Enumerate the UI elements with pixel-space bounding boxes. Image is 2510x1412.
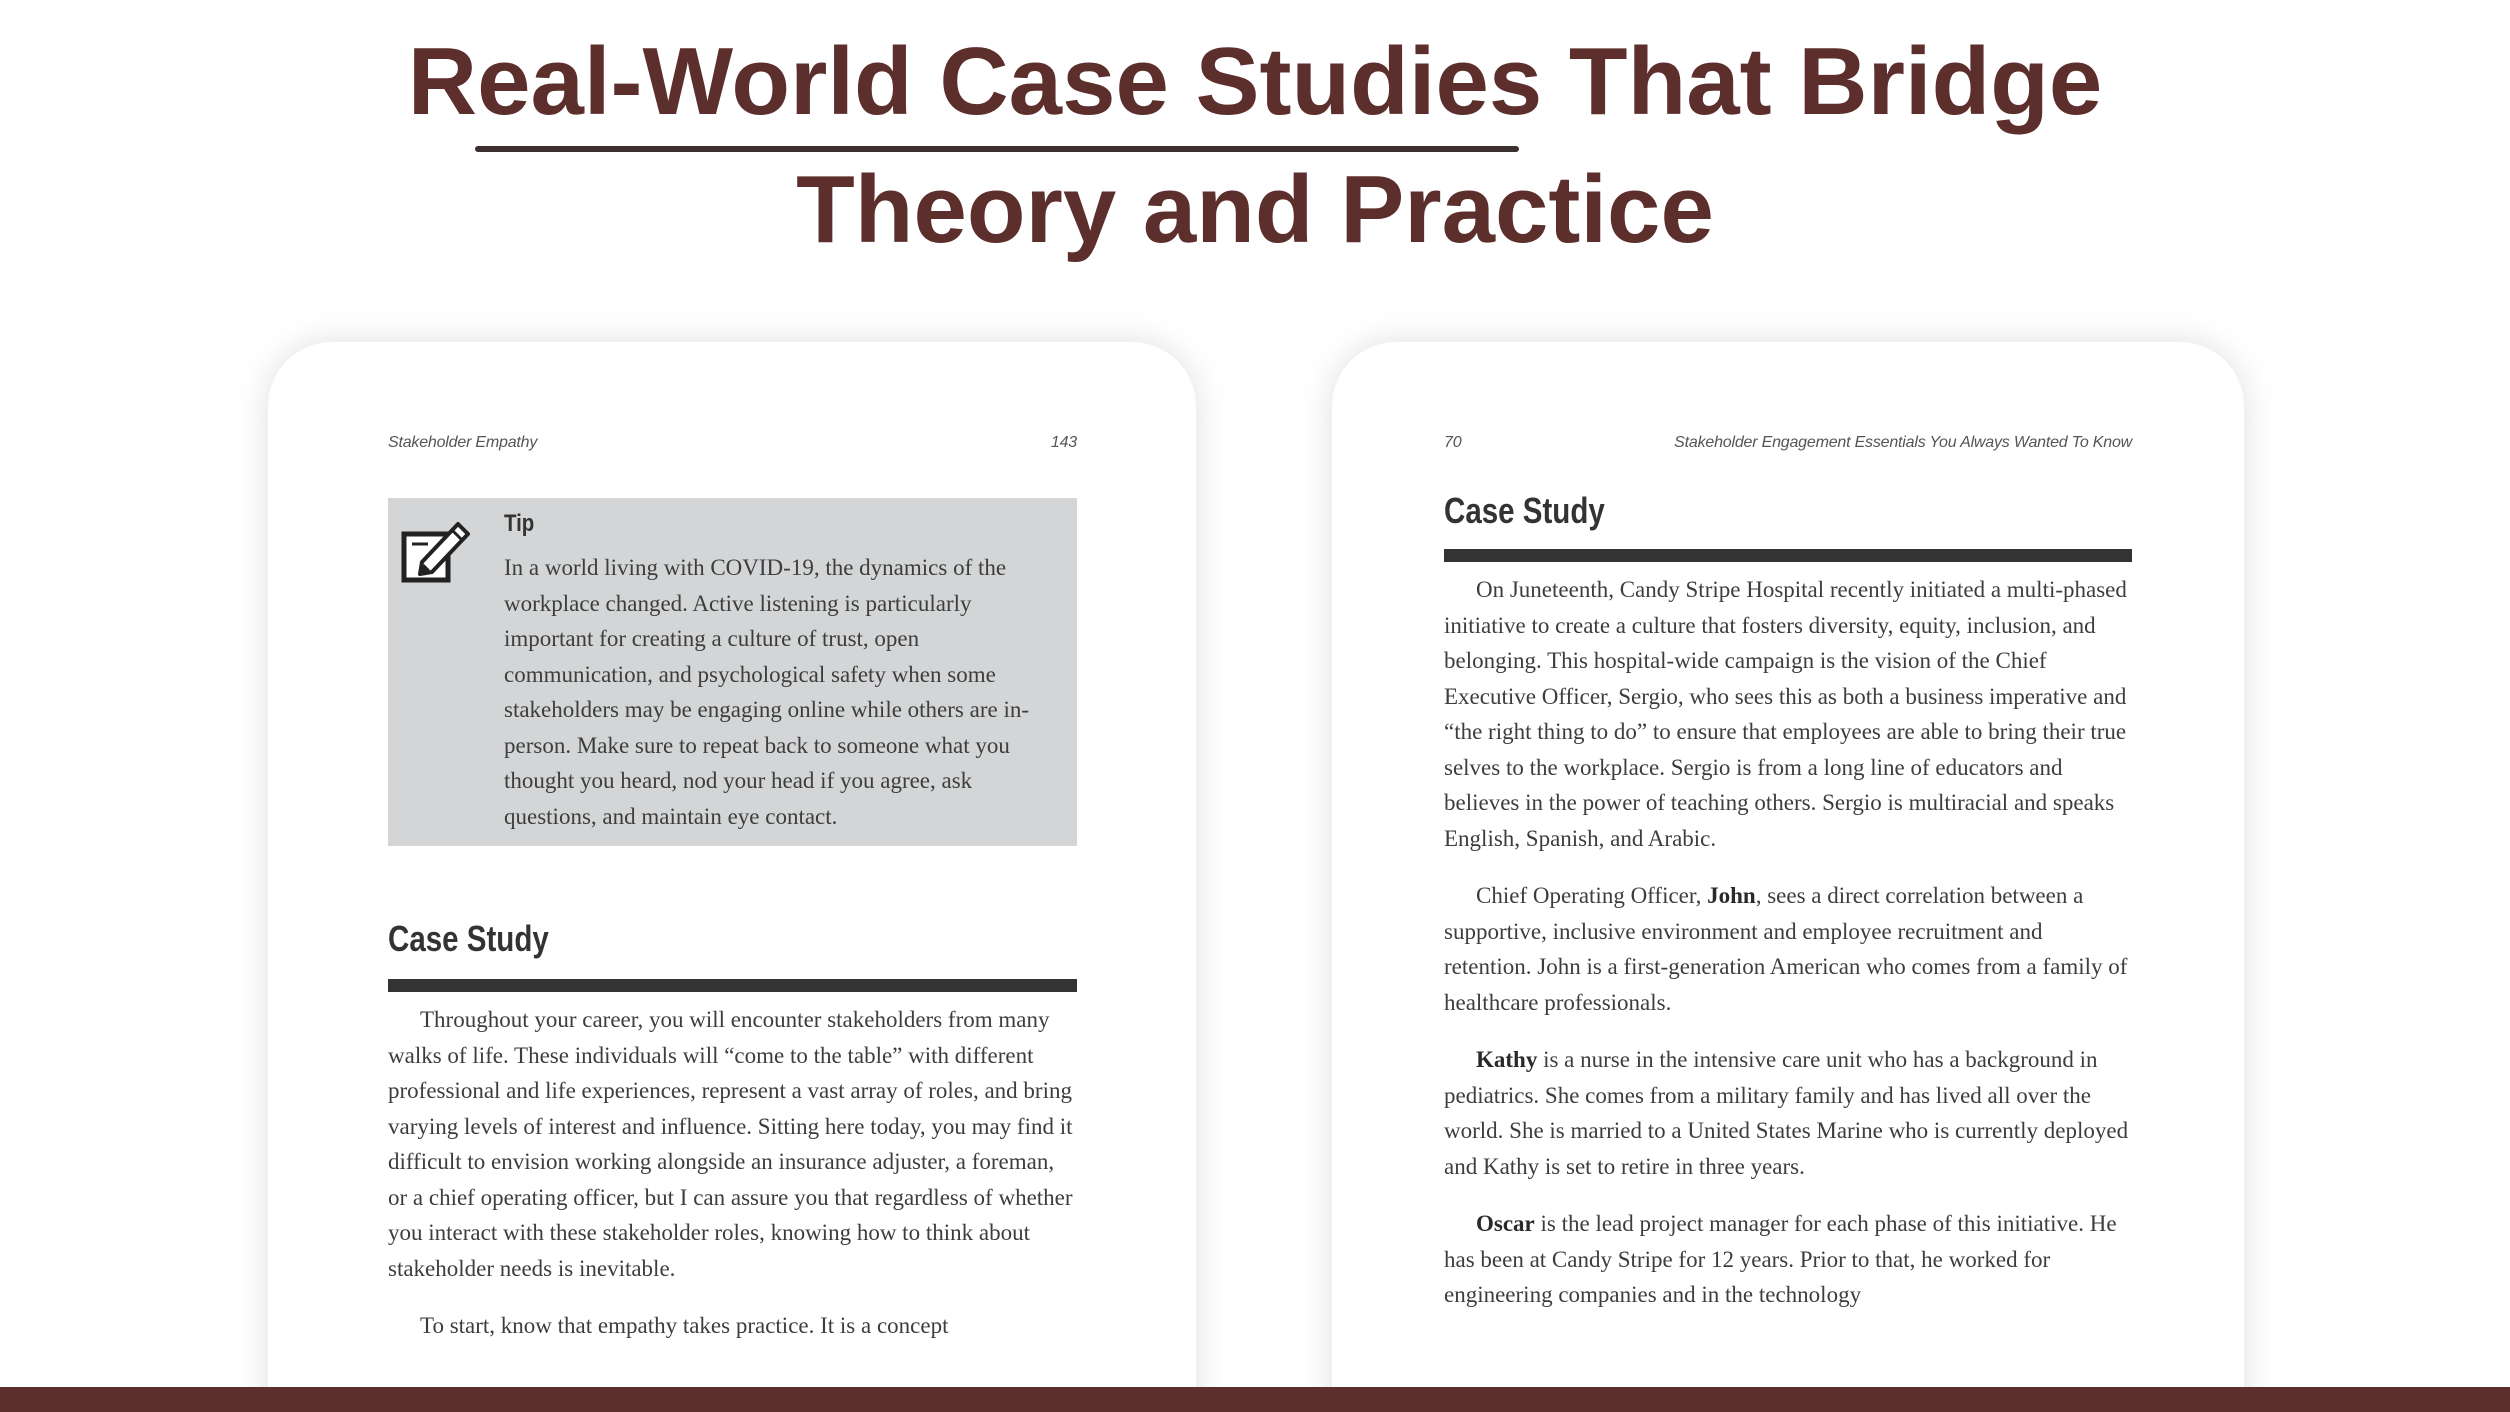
running-header-right xyxy=(1444,434,2132,458)
footer-bar xyxy=(0,1387,2510,1412)
running-title: Stakeholder Empathy xyxy=(388,434,538,451)
slide-headline xyxy=(0,18,2510,274)
paragraph: On Juneteenth, Candy Stripe Hospital recently initiated a multi-phased initiative to create a culture that fosters diversity, equity, inclusion, and belonging. This hospital-wide campaign is the vision of the Chief Executive Officer, Sergio, who sees this as both a business imperative and “the right thing to do” to ensure that employees are able to bring their true selves to the workplace. Sergio is from a long line of educators and believes in the power of teaching others. Sergio is multiracial and speaks English, Spanish, and Arabic. xyxy=(1444,577,2127,851)
paragraph-rest: is a nurse in the intensive care unit who has a background in pediatrics. She comes from a military family and has lived all over the world. She is married to a United States Marine who is currently deployed and Kathy is set to retire in three years. xyxy=(1444,1047,2129,1179)
book-page-card-left xyxy=(268,342,1196,1412)
heading-rule xyxy=(1444,549,2132,562)
page-number: 143 xyxy=(1050,434,1077,451)
paragraph xyxy=(1444,878,2132,1020)
tip-box xyxy=(388,498,1077,846)
paragraph xyxy=(1444,1042,2132,1184)
paragraph-rest: , sees a direct correlation between a supportive, inclusive environment and employee recruitment and retention. John is a first-generation American who comes from a family of healthcare professionals. xyxy=(1444,883,2128,1015)
running-title: Stakeholder Engagement Essentials You Always Wanted To Know xyxy=(1674,434,2132,451)
person-name: John xyxy=(1707,883,1756,908)
paragraph: Throughout your career, you will encounter stakeholders from many walks of life. These individuals will “come to the table” with different professional and life experiences, represent a vast array of roles, and bring varying levels of interest and influence. Sitting here today, you may find it difficult to envision working alongside an insurance adjuster, a foreman, or a chief operating officer, but I can assure you that regardless of whether you interact with these stakeholder roles, knowing how to think about stakeholder needs is inevitable. xyxy=(388,1007,1073,1281)
paragraph xyxy=(1444,1206,2132,1313)
headline-line-2: Theory and Practice xyxy=(796,156,1714,263)
headline-underline xyxy=(475,146,1519,152)
book-page-card-right xyxy=(1332,342,2244,1412)
running-header-left xyxy=(388,434,1077,458)
paragraph-rest: is the lead project manager for each phase of this initiative. He has been at Candy Stripe for 12 years. Prior to that, he worked for engineering companies and in the technology xyxy=(1444,1211,2117,1307)
page-number: 70 xyxy=(1444,434,1462,451)
case-study-heading: Case Study xyxy=(388,918,549,959)
notepad-pencil-icon xyxy=(400,514,476,586)
headline-line-1: Real-World Case Studies That Bridge xyxy=(407,28,2103,135)
person-name: Oscar xyxy=(1476,1211,1535,1236)
case-study-body xyxy=(1444,572,2132,1335)
tip-title: Tip xyxy=(504,510,535,537)
paragraph: To start, know that empathy takes practice. It is a concept xyxy=(420,1313,949,1338)
tip-text: In a world living with COVID-19, the dynamics of the workplace changed. Active listening is particularly important for creating a culture of trust, open communication, and psychological safety when some stakeholders may be engaging online while others are in-person. Make sure to repeat back to someone what you thought you heard, nod your head if you agree, ask questions, and maintain eye contact. xyxy=(504,555,1030,829)
case-study-body xyxy=(388,1002,1077,1366)
person-name: Kathy xyxy=(1476,1047,1538,1072)
paragraph-lead: Chief Operating Officer, xyxy=(1476,883,1708,908)
heading-rule xyxy=(388,979,1077,992)
case-study-heading: Case Study xyxy=(1444,490,1605,531)
